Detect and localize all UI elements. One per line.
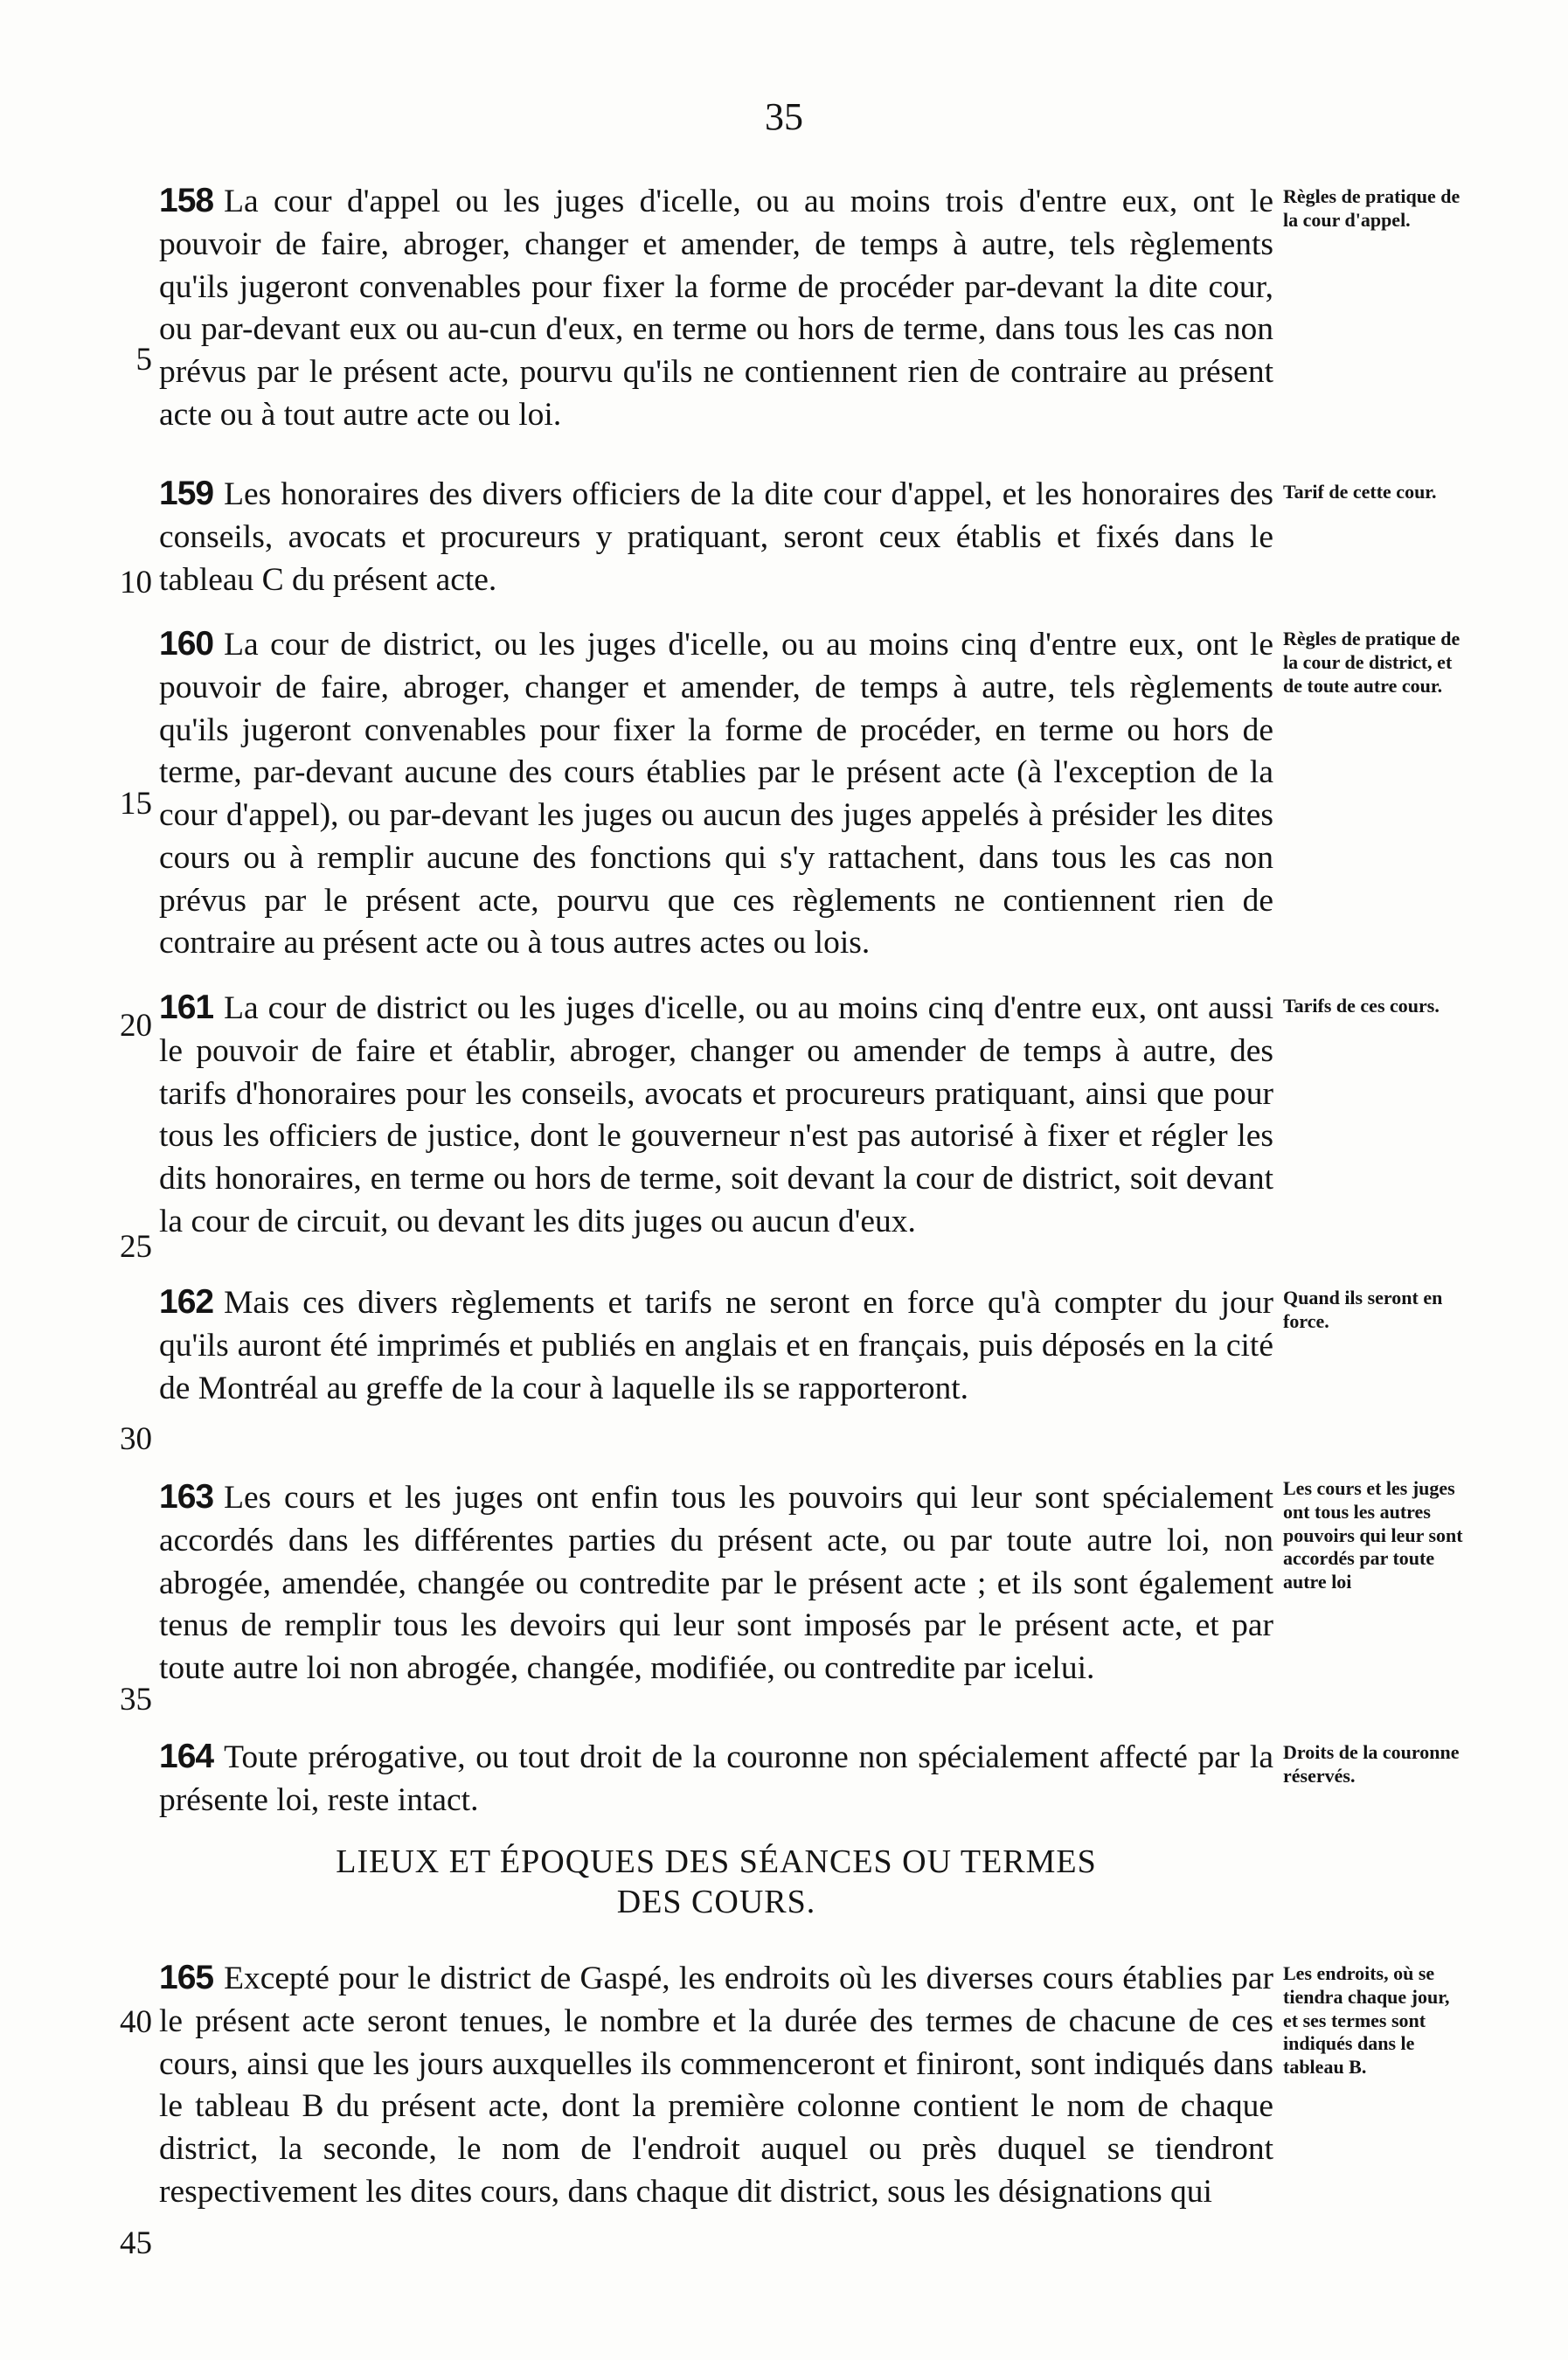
line-number: 35 <box>120 1682 152 1718</box>
margin-note: Règles de pratique de la cour d'appel. <box>1283 185 1460 231</box>
section-text: Excepté pour le district de Gaspé, les endroits où les diverses cours établies par le présent acte seront tenues, le nombre et la durée des termes de chacune de ces cours, ainsi que les jours auxquelles ils commenceront et finiront, sont indiqués dans le tableau B du présent acte, dont la première colonne contient le nom de chaque district, la seconde, le nom de l'endroit auquel ou près duquel se tiendront respectivement les dites cours, dans chaque dit district, sous les désignations qui <box>159 1961 1273 2210</box>
section-text: Les cours et les juges ont enfin tous les pouvoirs qui leur sont spécialement accordés dans les différentes parties du présent acte, ou par toute autre loi, non abrogée, amendée, changée ou contredite par le présent acte ; et ils sont également tenus de remplir tous les devoirs qui leur sont imposés par le présent acte, et par toute autre loi non abrogée, changée, modifiée, ou contredite par icelui. <box>159 1480 1273 1686</box>
margin-note: Droits de la couronne réservés. <box>1283 1741 1460 1787</box>
section-number: 163 <box>159 1478 214 1516</box>
section-paragraph <box>159 179 1273 437</box>
section-number: 165 <box>159 1959 214 1996</box>
section-heading: LIEUX ET ÉPOQUES DES SÉANCES OU TERMES DES COURS. <box>336 1843 1097 1920</box>
section-text: La cour d'appel ou les juges d'icelle, ou au moins trois d'entre eux, ont le pouvoir de faire, abroger, changer et amender, de temps à autre, tels règlements qu'ils jugeront convenables pour fixer la forme de procéder par-devant la dite cour, ou par-devant eux ou au-cun d'eux, en terme ou hors de terme, dans tous les cas non prévus par le présent acte, pourvu qu'ils ne contiennent rien de contraire au présent acte ou à tout autre acte ou loi. <box>159 184 1273 433</box>
section-159 <box>159 472 1273 601</box>
margin-note: Quand ils seront en force. <box>1283 1287 1443 1332</box>
section-number: 162 <box>159 1283 214 1321</box>
line-number: 25 <box>120 1229 152 1265</box>
line-number: 5 <box>135 342 152 378</box>
line-number: 10 <box>120 565 152 600</box>
line-number: 30 <box>120 1421 152 1457</box>
margin-note: Règles de pratique de la cour de district, et de toute autre cour. <box>1283 628 1460 697</box>
line-number: 45 <box>120 2225 152 2261</box>
line-number: 20 <box>120 1008 152 1044</box>
section-paragraph <box>159 1475 1273 1690</box>
section-paragraph <box>159 472 1273 601</box>
margin-note: Les endroits, où se tiendra chaque jour, et ses termes sont indiqués dans le tableau B. <box>1283 1962 1450 2079</box>
section-paragraph <box>159 986 1273 1244</box>
section-text: La cour de district, ou les juges d'icelle, ou au moins cinq d'entre eux, ont le pouvoir de faire, abroger, changer et amender, de temps à autre, tels règlements qu'ils jugeront convenables pour fixer la forme de procéder, en terme ou hors de terme, par-devant aucune des cours établies par le présent acte (à l'exception de la cour d'appel), ou par-devant les juges ou aucun des juges appelés à présider les dites cours ou à remplir aucune des fonctions qui s'y rattachent, dans tous les cas non prévus par le présent acte, pourvu que ces règlements ne contiennent rien de contraire au présent acte ou à tous autres actes ou lois. <box>159 627 1273 961</box>
section-paragraph <box>159 1956 1273 2214</box>
section-paragraph <box>159 1735 1273 1822</box>
margin-note: Tarif de cette cour. <box>1283 481 1437 503</box>
page-number: 35 <box>765 95 803 138</box>
section-number: 164 <box>159 1738 214 1775</box>
section-162 <box>159 1281 1273 1410</box>
section-161 <box>159 986 1273 1244</box>
section-163 <box>159 1475 1273 1690</box>
section-text: Les honoraires des divers officiers de la dite cour d'appel, et les honoraires des conseils, avocats et procureurs y pratiquant, seront ceux établis et fixés dans le tableau C du présent acte. <box>159 476 1273 598</box>
line-number: 15 <box>120 786 152 822</box>
section-text: Mais ces divers règlements et tarifs ne seront en force qu'à compter du jour qu'ils auront été imprimés et publiés en anglais et en français, puis déposés en la cité de Montréal au greffe de la cour à laquelle ils se rapporteront. <box>159 1285 1273 1406</box>
section-paragraph <box>159 622 1273 965</box>
section-number: 159 <box>159 475 214 512</box>
section-text: La cour de district ou les juges d'icelle, ou au moins cinq d'entre eux, ont aussi le pouvoir de faire et établir, abroger, changer ou amender de temps à autre, des tarifs d'honoraires pour les conseils, avocats et procureurs pratiquant, ainsi que pour tous les officiers de justice, dont le gouverneur n'est pas autorisé à fixer et régler les dits honoraires, en terme ou hors de terme, soit devant la cour de district, soit devant la cour de circuit, ou devant les dits juges ou aucun d'eux. <box>159 990 1273 1239</box>
margin-note: Tarifs de ces cours. <box>1283 995 1440 1017</box>
section-164 <box>159 1735 1273 1822</box>
section-text: Toute prérogative, ou tout droit de la couronne non spécialement affecté par la présente loi, reste intact. <box>159 1739 1273 1818</box>
margin-note: Les cours et les juges ont tous les autres pouvoirs qui leur sont accordés par toute autre loi <box>1283 1477 1463 1593</box>
section-number: 158 <box>159 182 214 219</box>
section-165 <box>159 1956 1273 2214</box>
section-158 <box>159 179 1273 437</box>
section-paragraph <box>159 1281 1273 1410</box>
section-number: 161 <box>159 989 214 1026</box>
section-number: 160 <box>159 625 214 663</box>
section-160 <box>159 622 1273 965</box>
line-number: 40 <box>120 2004 152 2040</box>
